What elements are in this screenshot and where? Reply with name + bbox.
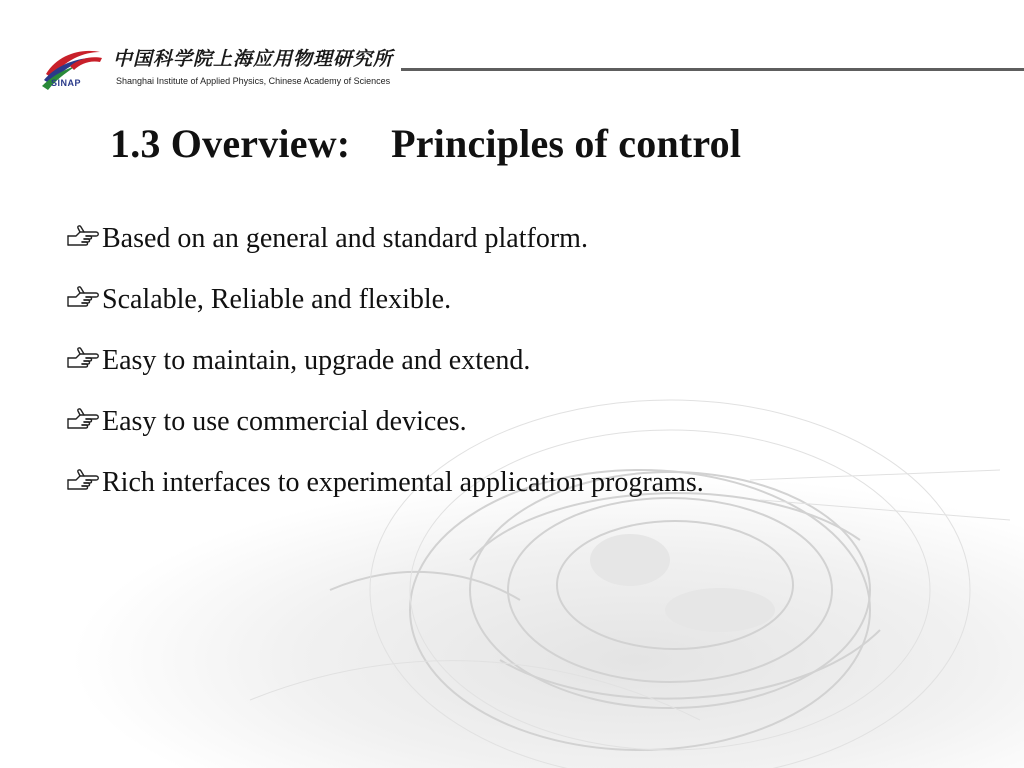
pointing-hand-icon: [66, 285, 102, 315]
pointing-hand-icon: [66, 407, 102, 437]
pointing-hand-icon: [66, 468, 102, 498]
bullet-item: [66, 405, 704, 466]
bullet-text: Easy to use commercial devices.: [102, 406, 467, 437]
slide-title: 1.3 Overview: Principles of control: [110, 121, 742, 166]
institute-name-english: Shanghai Institute of Applied Physics, Chinese Academy of Sciences: [116, 76, 391, 86]
bullet-item: [66, 283, 704, 344]
header-divider: [401, 68, 1024, 71]
bullet-text: Scalable, Reliable and flexible.: [102, 284, 452, 315]
bullet-text: Easy to maintain, upgrade and extend.: [102, 345, 531, 376]
bullet-item: [66, 466, 704, 527]
logo-caption: SINAP: [51, 78, 82, 88]
bullet-list: [66, 222, 704, 527]
pointing-hand-icon: [66, 224, 102, 254]
bullet-text: Based on an general and standard platform.: [102, 223, 588, 254]
bullet-text: Rich interfaces to experimental application programs.: [102, 467, 704, 498]
pointing-hand-icon: [66, 346, 102, 376]
bullet-item: [66, 222, 704, 283]
institute-name-chinese: 中国科学院上海应用物理研究所: [113, 48, 394, 70]
bullet-item: [66, 344, 704, 405]
